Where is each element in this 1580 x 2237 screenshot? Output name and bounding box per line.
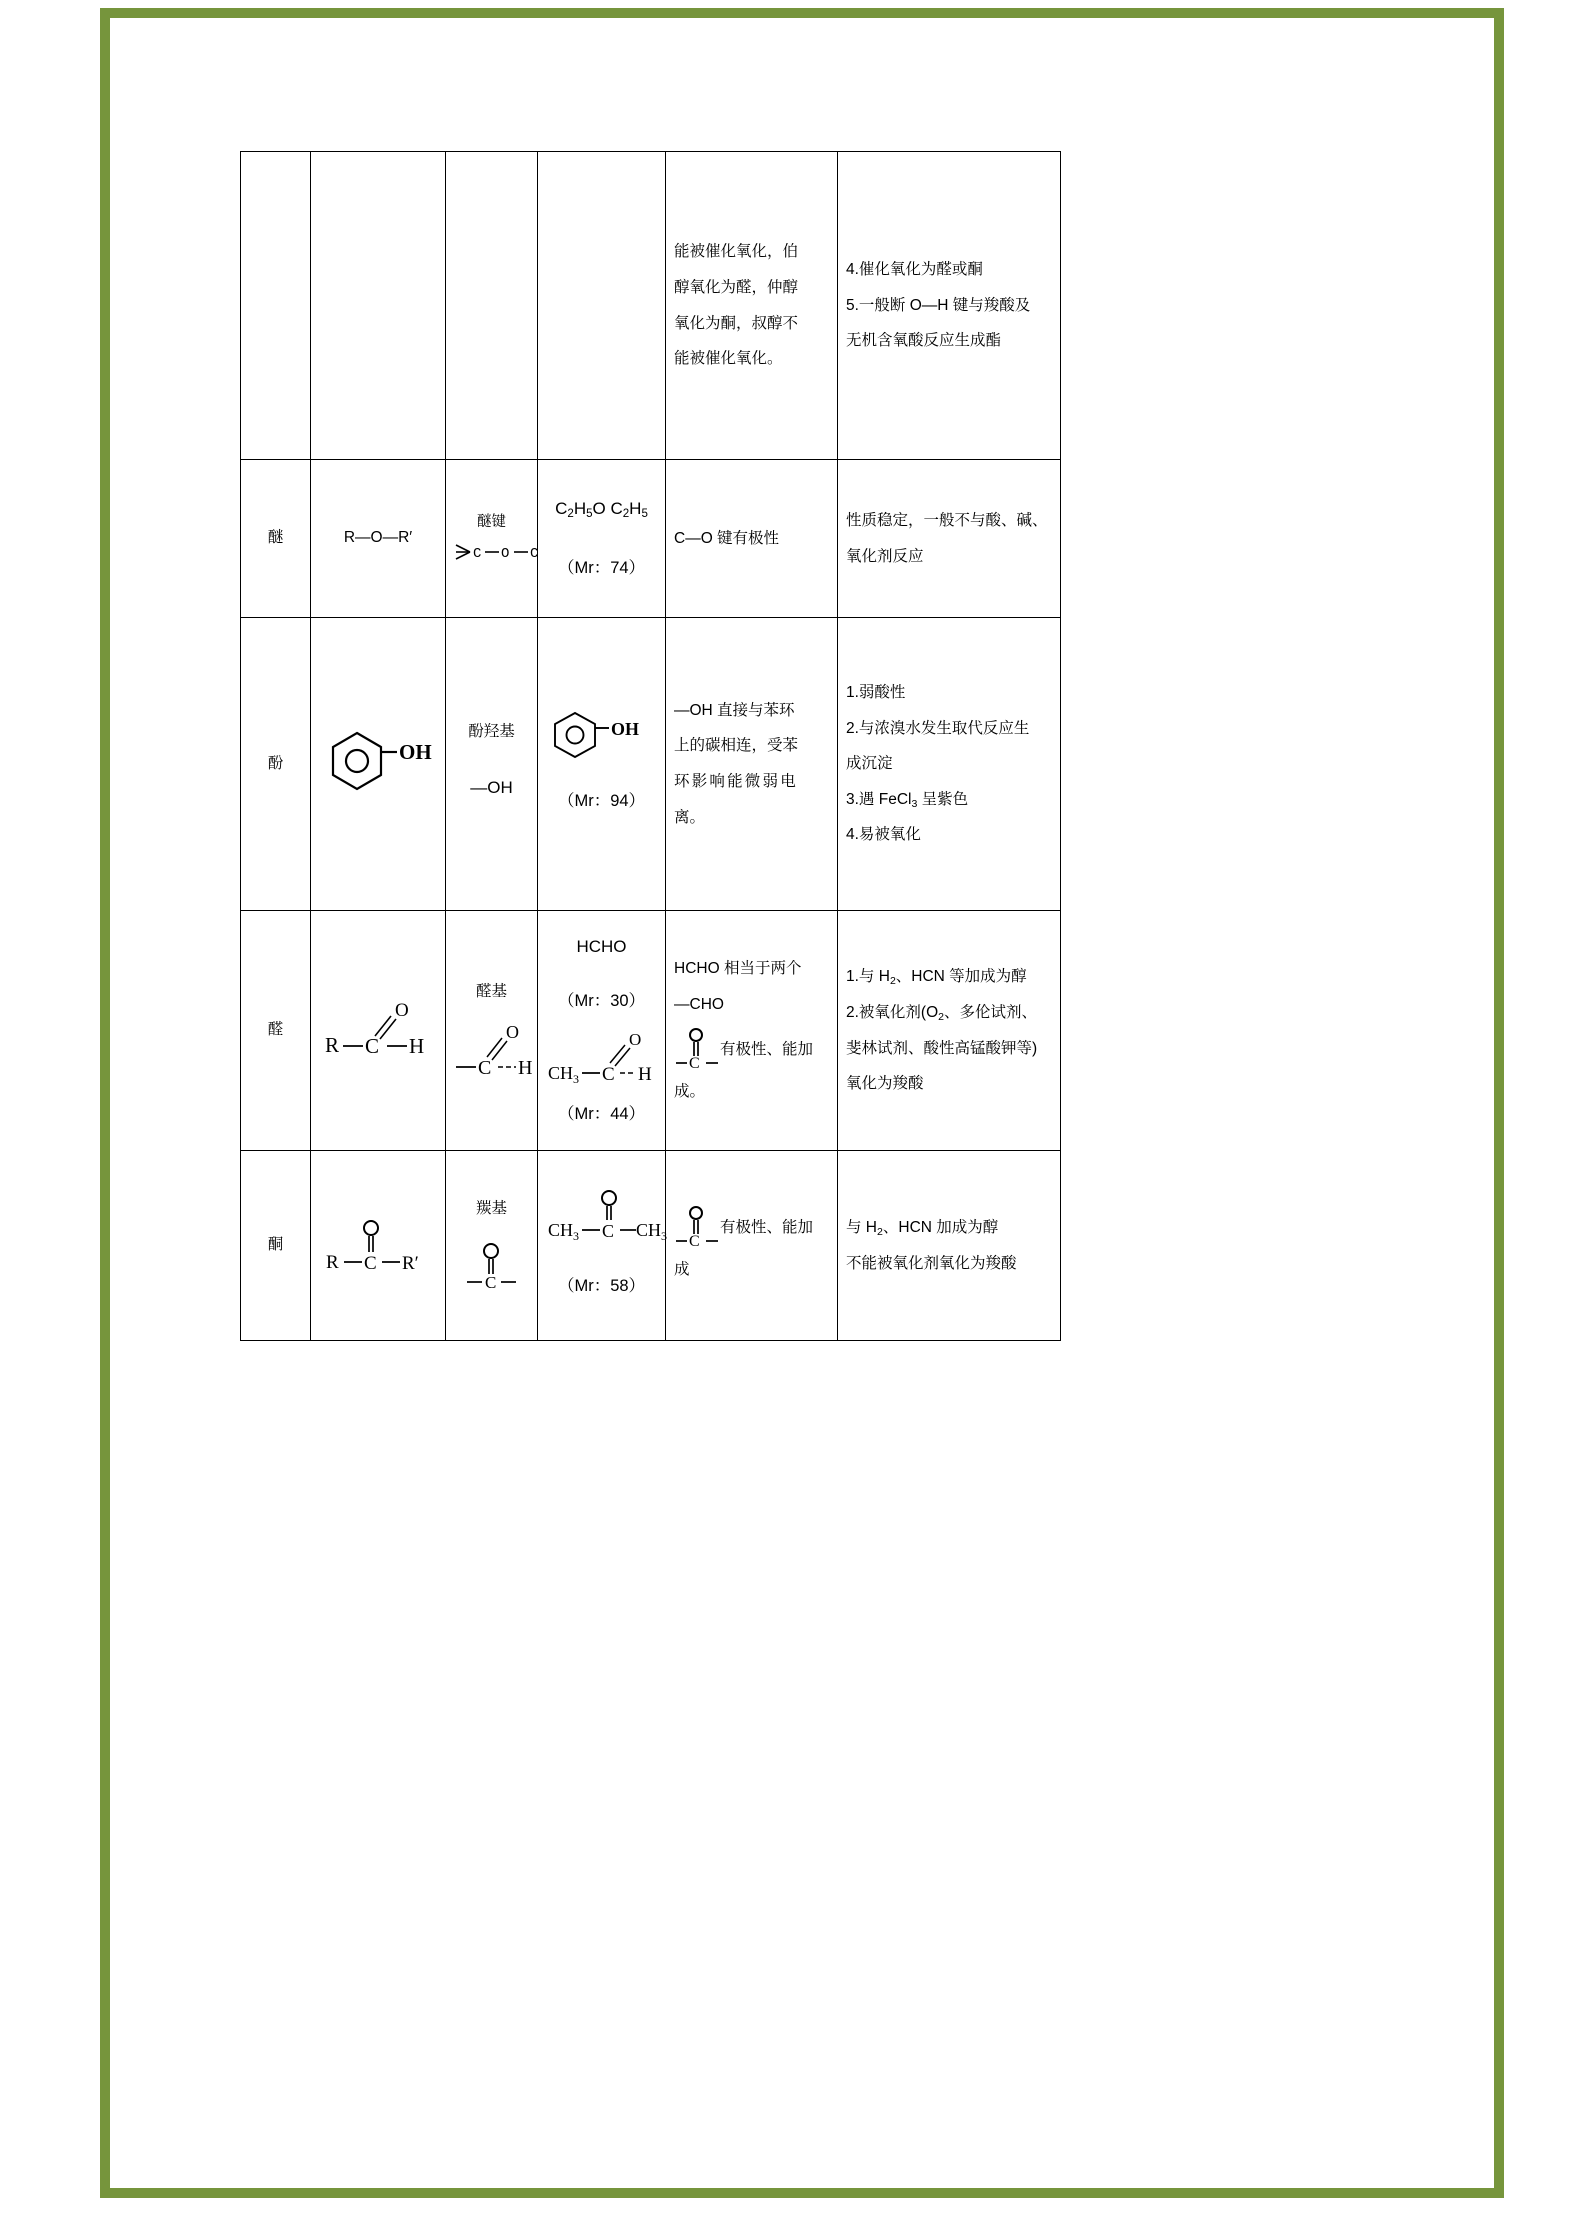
structure-feature-line: —OH 直接与苯环 bbox=[674, 701, 795, 719]
cell-structure-feature bbox=[666, 460, 838, 618]
structure-feature-line: C—O 键有极性 bbox=[674, 529, 780, 547]
property-line: 3.遇 FeCl$_3$ 呈紫色 bbox=[846, 790, 969, 810]
cell-structure-feature bbox=[666, 618, 838, 911]
cell-general-formula: R—O—R′ bbox=[311, 460, 446, 618]
svg-text:3: 3 bbox=[661, 1228, 667, 1243]
svg-text:OH: OH bbox=[610, 719, 639, 740]
property-line: 1.与 $H_2$、HCN 等加成为醇 bbox=[846, 968, 1027, 988]
svg-text:C: C bbox=[602, 1063, 615, 1085]
structure-feature-line: 醇氧化为醛，仲醇 bbox=[674, 278, 799, 296]
structure-feature-with-icon bbox=[674, 1026, 829, 1074]
cell-representative bbox=[538, 911, 666, 1151]
table-row bbox=[241, 460, 1061, 618]
carbonyl-group-icon bbox=[674, 1026, 720, 1074]
acetaldehyde-ch3cho-icon bbox=[546, 1030, 664, 1088]
organic-compounds-properties-table bbox=[240, 151, 1061, 1341]
svg-text:O: O bbox=[501, 546, 510, 563]
cell-chemical-properties bbox=[838, 618, 1061, 911]
structure-feature-tail: 有极性、能加 bbox=[720, 1041, 814, 1059]
structure-feature-line: 能被催化氧化。 bbox=[674, 350, 783, 368]
svg-text:H: H bbox=[638, 1063, 652, 1085]
cell-category-name: 酚 bbox=[241, 618, 311, 911]
property-line: 斐林试剂、酸性高锰酸钾等) bbox=[846, 1039, 1038, 1057]
svg-text:H: H bbox=[518, 1056, 533, 1079]
phenol-ring-oh-icon bbox=[549, 707, 655, 769]
svg-text:O: O bbox=[629, 1029, 642, 1049]
property-line: 不能被氧化剂氧化为羧酸 bbox=[846, 1254, 1017, 1272]
representative-formula: $C_2H_5O$ $C_2H_5$ bbox=[555, 498, 648, 521]
svg-text:R′: R′ bbox=[402, 1252, 419, 1274]
svg-text:C: C bbox=[473, 546, 482, 563]
cell-general-formula bbox=[311, 152, 446, 460]
property-line: 无机含氧酸反应生成酯 bbox=[846, 332, 1002, 350]
svg-text:R: R bbox=[325, 1032, 340, 1057]
aldehyde-group-structure bbox=[454, 1021, 533, 1081]
representative-molar-mass-2: （Mr：44） bbox=[557, 1104, 646, 1123]
property-line: 1.弱酸性 bbox=[846, 683, 906, 701]
cell-chemical-properties bbox=[838, 1151, 1061, 1341]
svg-text:3: 3 bbox=[573, 1071, 579, 1086]
structure-feature-with-icon bbox=[674, 1204, 829, 1252]
cell-functional-group bbox=[446, 618, 538, 911]
cell-functional-group bbox=[446, 1151, 538, 1341]
representative-molar-mass: （Mr：94） bbox=[557, 792, 646, 811]
cell-chemical-properties bbox=[838, 152, 1061, 460]
functional-group-formula: —OH bbox=[470, 778, 513, 798]
structure-feature-line: 能被催化氧化，伯 bbox=[674, 243, 799, 261]
table-row bbox=[241, 152, 1061, 460]
svg-text:C: C bbox=[365, 1033, 380, 1058]
representative-molar-mass: （Mr：74） bbox=[557, 559, 646, 578]
svg-text:O: O bbox=[395, 999, 409, 1021]
ether-bond-icon bbox=[454, 539, 540, 565]
cell-representative bbox=[538, 460, 666, 618]
cell-chemical-properties bbox=[838, 911, 1061, 1151]
cell-functional-group bbox=[446, 911, 538, 1151]
cell-representative bbox=[538, 618, 666, 911]
property-line: 2.被氧化剂($O_2$、多伦试剂、 bbox=[846, 1003, 1038, 1023]
cell-functional-group bbox=[446, 460, 538, 618]
carbonyl-group-structure bbox=[454, 1240, 529, 1294]
svg-text:CH: CH bbox=[548, 1062, 574, 1083]
cell-representative bbox=[538, 1151, 666, 1341]
phenol-ring-oh-icon bbox=[323, 725, 433, 803]
property-line: 氧化剂反应 bbox=[846, 547, 924, 565]
cell-general-formula bbox=[311, 618, 446, 911]
functional-group-label: 酚羟基 bbox=[468, 723, 515, 741]
table-row bbox=[241, 1151, 1061, 1341]
functional-group-label: 羰基 bbox=[475, 1200, 507, 1218]
structure-feature-line: 环影响能微弱电 bbox=[674, 773, 798, 790]
svg-text:C: C bbox=[530, 546, 539, 563]
representative-formula: HCHO bbox=[576, 937, 627, 957]
cell-representative bbox=[538, 152, 666, 460]
structure-feature-line: HCHO 相当于两个 bbox=[674, 960, 802, 978]
representative-molar-mass: （Mr：30） bbox=[557, 991, 646, 1010]
page-border-frame bbox=[100, 8, 1504, 2198]
svg-text:C: C bbox=[689, 1055, 700, 1073]
structure-feature-line: 成。 bbox=[674, 1083, 706, 1101]
ketone-r-co-r-icon bbox=[320, 1214, 436, 1278]
property-line: 性质稳定，一般不与酸、碱、 bbox=[846, 511, 1048, 529]
svg-text:H: H bbox=[409, 1033, 425, 1058]
svg-text:OH: OH bbox=[399, 740, 432, 764]
structure-feature-line: 离。 bbox=[674, 808, 706, 826]
svg-text:CH: CH bbox=[548, 1219, 574, 1240]
cell-category-name: 酮 bbox=[241, 1151, 311, 1341]
functional-group-label: 醚键 bbox=[477, 513, 506, 530]
cell-general-formula bbox=[311, 911, 446, 1151]
structure-feature-line: —CHO bbox=[674, 995, 724, 1013]
acetone-ch3coch3-icon bbox=[546, 1186, 670, 1250]
cell-chemical-properties bbox=[838, 460, 1061, 618]
cell-category-name bbox=[241, 152, 311, 460]
representative-molar-mass: （Mr：58） bbox=[557, 1276, 646, 1295]
svg-text:C: C bbox=[364, 1252, 377, 1274]
svg-text:R: R bbox=[326, 1251, 339, 1273]
property-line: 与 $H_2$、HCN 加成为醇 bbox=[846, 1218, 999, 1238]
structure-feature-tail: 有极性、能加 bbox=[720, 1218, 814, 1236]
aldehyde-cho-icon bbox=[454, 1021, 548, 1081]
cell-structure-feature bbox=[666, 152, 838, 460]
ether-bond-structure-icon bbox=[454, 539, 539, 565]
carbonyl-group-icon bbox=[674, 1204, 720, 1252]
cell-functional-group bbox=[446, 152, 538, 460]
svg-text:CH: CH bbox=[636, 1219, 662, 1240]
property-line: 氧化为羧酸 bbox=[846, 1075, 924, 1093]
structure-feature-line: 成 bbox=[674, 1260, 690, 1278]
cell-category-name: 醛 bbox=[241, 911, 311, 1151]
carbonyl-group-icon bbox=[457, 1240, 527, 1294]
property-line: 成沉淀 bbox=[846, 755, 893, 773]
structure-feature-line: 上的碳相连，受苯 bbox=[674, 737, 799, 755]
cell-structure-feature bbox=[666, 911, 838, 1151]
functional-group-label: 醛基 bbox=[475, 983, 507, 1001]
table-row bbox=[241, 618, 1061, 911]
svg-text:O: O bbox=[506, 1021, 519, 1042]
svg-text:C: C bbox=[478, 1056, 492, 1079]
svg-text:3: 3 bbox=[573, 1228, 579, 1243]
structure-feature-line: 氧化为酮，叔醇不 bbox=[674, 314, 799, 332]
property-line: 4.易被氧化 bbox=[846, 826, 921, 844]
cell-general-formula bbox=[311, 1151, 446, 1341]
svg-text:C: C bbox=[689, 1232, 700, 1250]
svg-text:C: C bbox=[602, 1220, 615, 1241]
table-row bbox=[241, 911, 1061, 1151]
svg-text:C: C bbox=[484, 1272, 496, 1292]
property-line: 5.一般断 O—H 键与羧酸及 bbox=[846, 296, 1031, 314]
cell-structure-feature bbox=[666, 1151, 838, 1341]
property-line: 4.催化氧化为醛或酮 bbox=[846, 261, 983, 279]
property-line: 2.与浓溴水发生取代反应生 bbox=[846, 719, 1030, 737]
aldehyde-r-cho-icon bbox=[319, 998, 443, 1064]
cell-category-name: 醚 bbox=[241, 460, 311, 618]
acetaldehyde-structure bbox=[546, 1030, 657, 1088]
